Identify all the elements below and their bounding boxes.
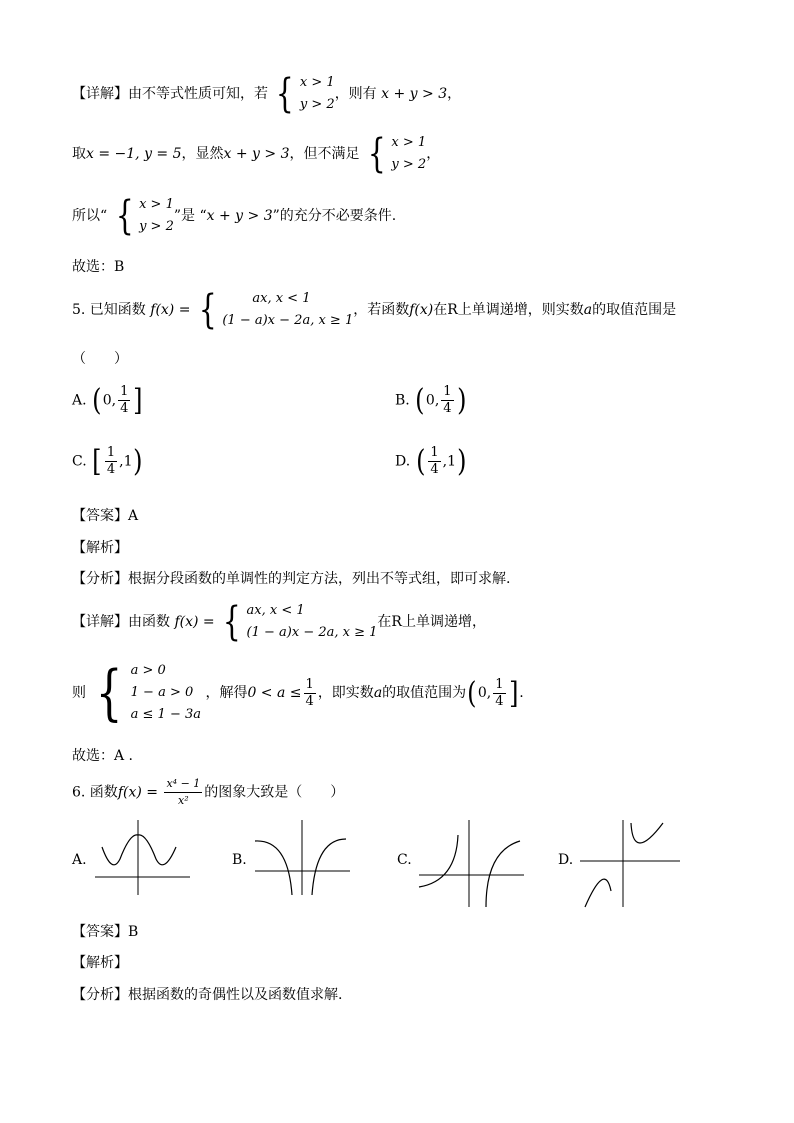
conclusion-line: 所以“ { x > 1 y > 2 ”是 “x + y > 3”的充分不必要条件. — [72, 193, 397, 239]
inequality-system: { a > 0 1 − a > 0 a ≤ 1 − 3a — [96, 658, 201, 728]
fenxi-6: 【分析】根据函数的奇偶性以及函数值求解. — [72, 987, 343, 1003]
question-6: 6. 函数f(x) = $\frac{\text{x⁴ − 1}}{\text{x²}}$ 的图象大致是（ ） — [72, 777, 345, 807]
graph-option-c-label: C. — [397, 852, 412, 868]
condition-system: { x > 1 y > 2 — [115, 193, 174, 239]
graph-option-a-label: A. — [72, 852, 87, 868]
fenxi-5: 【分析】根据分段函数的单调性的判定方法，列出不等式组，即可求解. — [72, 571, 511, 587]
option-a: A. (0, $\frac{1}{4}$ ] — [72, 383, 143, 418]
question-5: 5. 已知函数 f(x) = { ax, x < 1 (1 − a)x − 2a, x ≥ 1 ，若函数f(x)在R上单调递增，则实数a的取值范围是 — [72, 287, 677, 333]
answer-5: 【答案】A — [72, 508, 139, 524]
graph-option-d — [575, 815, 685, 910]
graph-option-a — [90, 815, 195, 900]
option-d: D. ( $\frac{1}{4}$ ,1) — [395, 444, 467, 479]
detail-tag: 【详解】 — [72, 86, 128, 102]
detail-5: 【详解】由函数 f(x) = { ax, x < 1 (1 − a)x − 2a, x ≥ 1 在R上单调递增， — [72, 599, 486, 645]
graph-option-c — [414, 815, 529, 910]
graph-option-b — [250, 815, 355, 900]
piecewise-function: { ax, x < 1 (1 − a)x − 2a, x ≥ 1 — [222, 599, 378, 645]
analysis-5: 【解析】 — [72, 540, 128, 556]
counterexample-line: 取x = −1, y = 5，显然x + y > 3，但不满足 { x > 1 y > 2 ， — [72, 131, 441, 177]
answer-6: 【答案】B — [72, 924, 139, 940]
question-5-blank: （ ） — [72, 351, 128, 367]
option-c: C. [ $\frac{1}{4}$ ,1) — [72, 444, 144, 479]
condition-system: { x > 1 y > 2 — [276, 71, 335, 117]
choose-5: 故选：A . — [72, 748, 134, 764]
graph-option-d-label: D. — [558, 852, 574, 868]
piecewise-function: { ax, x < 1 (1 − a)x − 2a, x ≥ 1 — [198, 287, 354, 333]
analysis-6: 【解析】 — [72, 955, 128, 971]
graph-option-b-label: B. — [232, 852, 247, 868]
option-b: B. (0, $\frac{1}{4}$ ) — [395, 383, 467, 418]
condition-system: { x > 1 y > 2 — [367, 131, 427, 177]
detail-line-1: 【详解】由不等式性质可知，若 { x > 1 y > 2 ，则有 x + y > 3， — [72, 71, 462, 117]
then-5: 则 { a > 0 1 − a > 0 a ≤ 1 − 3a ，解得0 < a ≤ $\frac{1}{4}$ ，即实数a的取值范围为(0, $\frac{1}{4}$ ]. — [72, 658, 524, 728]
choose-line-1: 故选：B — [72, 259, 125, 275]
